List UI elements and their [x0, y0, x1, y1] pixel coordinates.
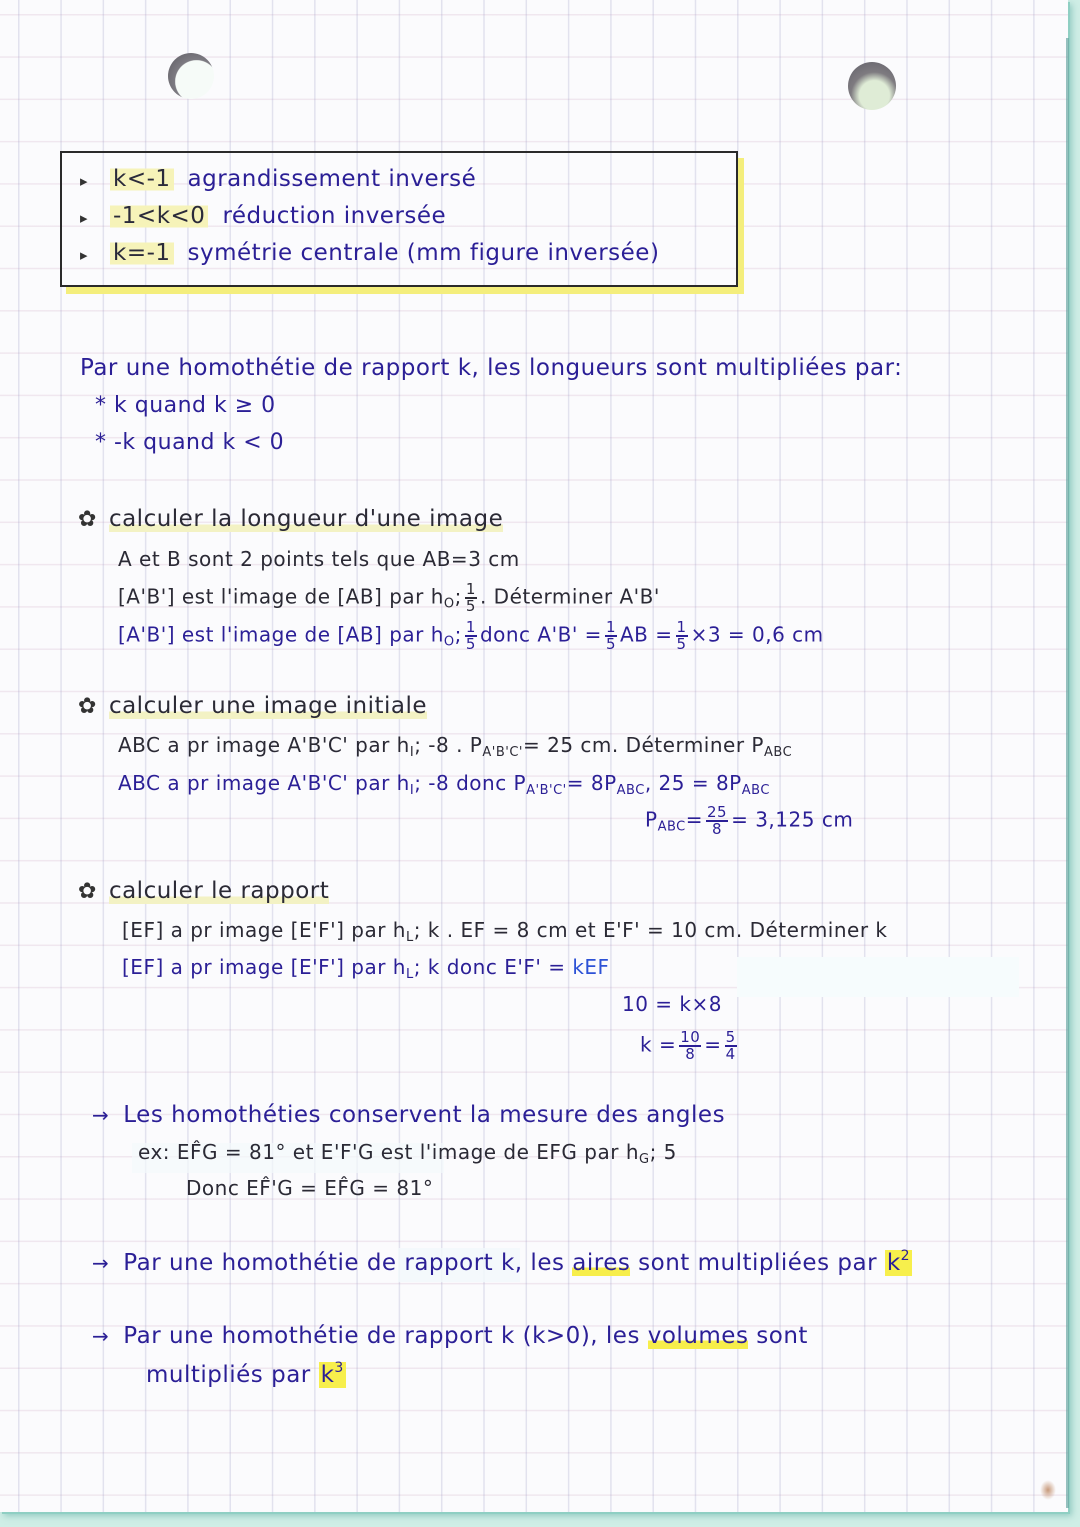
volumes-rule: → Par une homothétie de rapport k (k>0), les volumes sont	[92, 1323, 808, 1349]
binder-hole-right	[848, 62, 896, 110]
page-corner-stain	[1040, 1480, 1056, 1500]
section3-answer: [EF] a pr image [E'F'] par $h_L$; k donc E'F' = kEF	[122, 955, 610, 982]
box-item-1: ▸ k<-1 agrandissement inversé	[80, 166, 477, 192]
section1-statement-2: [A'B'] est l'image de [AB] par $h_O$; $\frac{1}{5}$ . Déterminer A'B'	[118, 580, 660, 615]
section3-heading	[78, 878, 329, 904]
flower-bullet-icon: ✿	[78, 694, 97, 719]
binder-hole-left	[168, 53, 214, 99]
section2-result: $P_{ABC}=$ $\frac{25}{8}$ = 3,125 cm	[645, 803, 854, 838]
fraction: $\frac{1}{5}$	[465, 580, 476, 615]
section2-heading	[78, 693, 427, 719]
triangle-bullet-icon: ▸	[80, 246, 89, 264]
section1-statement-1: A et B sont 2 points tels que AB=3 cm	[118, 547, 520, 571]
box-item-3: ▸ k=-1 symétrie centrale (mm figure inversée)	[80, 240, 660, 266]
highlight-aires: aires	[572, 1250, 631, 1276]
flower-bullet-icon: ✿	[78, 879, 97, 904]
triangle-bullet-icon: ▸	[80, 209, 89, 227]
section2-title: calculer une image initiale	[108, 693, 428, 719]
section1-title: calculer la longueur d'une image	[108, 506, 504, 532]
arrow-bullet-icon: →	[92, 1251, 110, 1275]
flower-bullet-icon: ✿	[78, 507, 97, 532]
areas-rule: → Par une homothétie de rapport k, les aires sont multipliées par $k^2$	[92, 1248, 911, 1276]
section2-statement: ABC a pr image A'B'C' par $h_I$; -8 . $P_{A'B'C'}= 25$ cm. Déterminer $P_{ABC}$	[118, 733, 793, 760]
section1-answer: [A'B'] est l'image de [AB] par $h_O$; $\frac{1}{5}$ donc A'B' = $\frac{1}{5}$ AB = $\frac{1}{5}$ ×3 = 0,6 cm	[118, 618, 824, 653]
box-item-2: ▸ -1<k<0 réduction inversée	[80, 203, 447, 229]
section3-step-2: k = $\frac{10}{8}$ = $\frac{5}{4}$	[640, 1028, 736, 1063]
page-edge	[1066, 38, 1069, 1508]
lengths-rule-intro: Par une homothétie de rapport k, les longueurs sont multipliées par:	[80, 355, 903, 381]
angles-rule: → Les homothéties conservent la mesure des angles	[92, 1102, 726, 1128]
lengths-case-negative: * -k quand k < 0	[95, 430, 285, 455]
angles-example: ex: EF̂G = 81° et E'F'G est l'image de EFG par $h_G$; 5	[138, 1140, 677, 1167]
volumes-rule-line2: multipliés par $k^3$	[146, 1360, 344, 1388]
highlight-k-squared: $k^2$	[886, 1248, 911, 1276]
triangle-bullet-icon: ▸	[80, 172, 89, 190]
section3-step-1: 10 = k×8	[622, 992, 722, 1016]
arrow-bullet-icon: →	[92, 1324, 110, 1348]
section3-title: calculer le rapport	[108, 878, 330, 904]
angles-conclusion: Donc EF̂'G = EF̂G = 81°	[186, 1176, 434, 1200]
section3-statement: [EF] a pr image [E'F'] par $h_L$; k . EF = 8 cm et E'F' = 10 cm. Déterminer k	[122, 918, 888, 945]
section2-answer: ABC a pr image A'B'C' par $h_I$; -8 donc $P_{A'B'C'}= 8P_{ABC}$, $25 = 8P_{ABC}$	[118, 771, 770, 798]
lengths-case-positive: * k quand k ≥ 0	[95, 393, 276, 418]
highlight-volumes: volumes	[647, 1323, 749, 1349]
correction-tape	[737, 957, 1019, 997]
highlight-k-cubed: $k^3$	[320, 1360, 344, 1388]
section1-heading	[78, 506, 503, 532]
arrow-bullet-icon: →	[92, 1103, 110, 1127]
